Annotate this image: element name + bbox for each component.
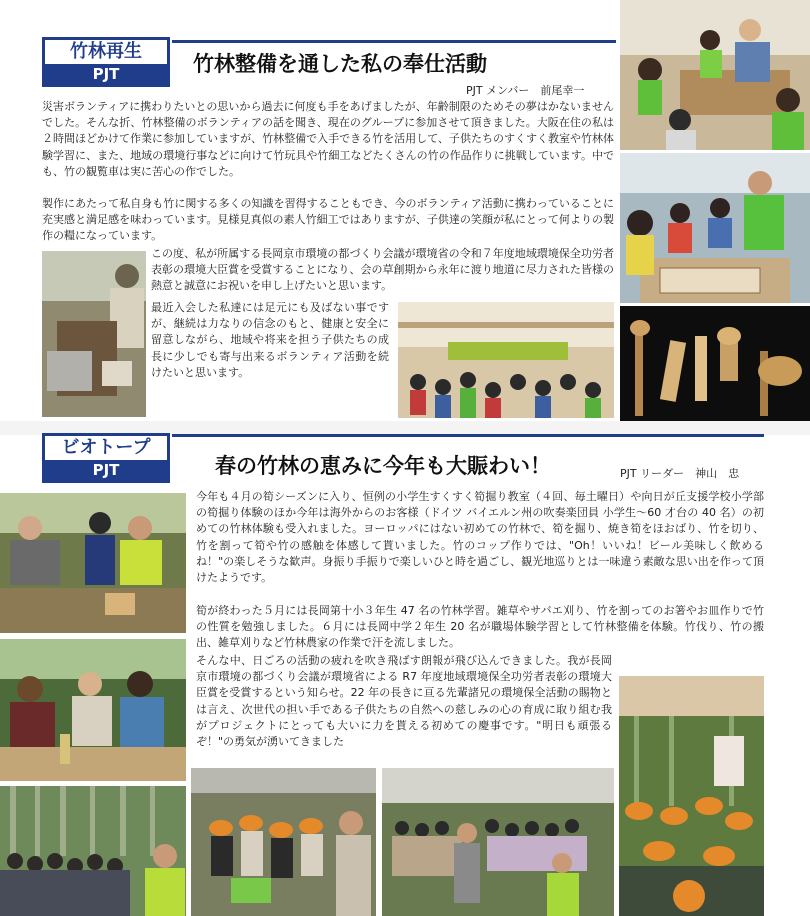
photo-bamboo-crafts xyxy=(620,306,810,421)
article-paragraph: 筍が終わった５月には長岡第十小３年生 47 名の竹林学習。雑草やサバエ刈り、竹を割ってのお箸やお皿作りで竹の性質を勉強しました。６月には長岡中学２年生 20 名が職場体験学習として竹林整備を体験。竹伐り、竹の搬出、雑草刈りなど竹林農家の作業で汗を流しました。 xyxy=(196,604,764,650)
article-title: 竹林整備を通した私の奉仕活動 xyxy=(193,52,487,76)
title-rule xyxy=(172,40,616,43)
article-paragraph: 今年も４月の筍シーズンに入り、恒例の小学生すくすく筍掘り教室（４回、毎土曜日）や向日が丘支援学校小学部の筍掘り体験のほか今年は海外からのお客様（ドイツ バイエルン州の吹奏楽団員 小学生～60 才台の 40 名）の初めての竹林体験も受入れました。ヨーロッパにはない初めての竹林で、筍を掘り、焼き筍をほおばり、竹を切り、竹を割って筍や竹の感触を体感して貰いました。竹のコップ作りでは、"Oh！いいね！ビール美味しく飲めるね！"の楽しそうな歓声。身振り手振りで楽しいひと時を過ごし、観光地巡りとは一味違う素敵な思い出を作って頂けたようです。 xyxy=(196,490,764,585)
article-paragraph: 製作にあたって私自身も竹に関する多くの知識を習得することもでき、今のボランティア活動に携わっていることに充実感と満足感を味わっています。見様見真似の素人竹細工ではありますが、子供達の笑顔が私にとって何よりの製作の糧になっています。 xyxy=(42,197,614,243)
article-author: PJT リーダー 神山 忠 xyxy=(620,467,740,480)
project-tag-pjt: PJT xyxy=(45,460,167,480)
article-paragraph: 最近入会した私達には足元にも及ばない事ですが、継続は力なりの信念のもと、健康と安全に留意しながら、地域や将来を担う子供たちの成長に少しでも寄与出来るボランティア活動を続けたいと思います。 xyxy=(151,301,389,379)
photo-classroom-event xyxy=(398,302,614,418)
photo-visitors-cutting-bamboo xyxy=(0,493,186,633)
project-tag-label: ビオトープ xyxy=(45,436,167,460)
article-author: PJT メンバー 前尾幸一 xyxy=(466,84,585,97)
article-paragraph: 災害ボランティアに携わりたいとの思いから過去に何度も手をあげましたが、年齢制限のためその夢はかないませんでした。そんな折、竹林整備のボランティアの話を聞き、現在のグループに参加させて頂きました。大阪在住の私は２時間ほどかけて作業に参加していますが、竹林整備で入手できる竹を活用して、子供たちのすくすく教室や竹林体験学習に、また、地域の環境行事などに向けて竹玩具や竹細工などたくさんの竹の作品作りに挑戦しています。中でも、竹の観覧車は実に苦心の作でした。 xyxy=(42,100,614,178)
photo-bamboo-cup-making xyxy=(0,639,186,781)
project-tag-biotope xyxy=(42,433,170,483)
article-paragraph: この度、私が所属する長岡京市環境の都づくり会議が環境省の令和７年度地域環境保全功労者表彰の環境大臣賞を受賞することになり、会の草創期から永年に渡り地道に尽力された皆様の熱意と誠意にお祝いを申し上げたいと思います。 xyxy=(151,247,614,293)
project-tag-pjt: PJT xyxy=(45,64,167,84)
photo-outdoor-lesson xyxy=(382,768,614,916)
photo-children-bamboo-toys xyxy=(620,153,810,303)
article-title: 春の竹林の恵みに今年も大賑わい！ xyxy=(215,454,551,478)
photo-students-in-forest xyxy=(619,676,764,916)
title-rule xyxy=(172,434,764,437)
article-paragraph: そんな中、日ごろの活動の疲れを吹き飛ばす朗報が飛び込んできました。我が長岡京市環境の都づくり会議が環境省による R7 年度地域環境保全功労者表彰の環境大臣賞を受賞するという知らせ。22 年の長きに亘る先輩諸兄の環境保全活動の賜物とは言え、次世代の担い手である子供たちの自然への慈しみの心の育成に取り組む我がプロジェクトにとっても大いに力を貰える初めての慶事です。"明日も頑張るぞ！"の勇気が湧いてきました xyxy=(196,654,612,749)
photo-crafting-tools xyxy=(42,251,146,417)
project-tag-bamboo xyxy=(42,37,170,87)
photo-children-crafting xyxy=(620,0,810,150)
photo-group-in-bamboo-forest xyxy=(0,786,186,916)
photo-students-with-baskets xyxy=(191,768,376,916)
project-tag-label: 竹林再生 xyxy=(45,40,167,64)
